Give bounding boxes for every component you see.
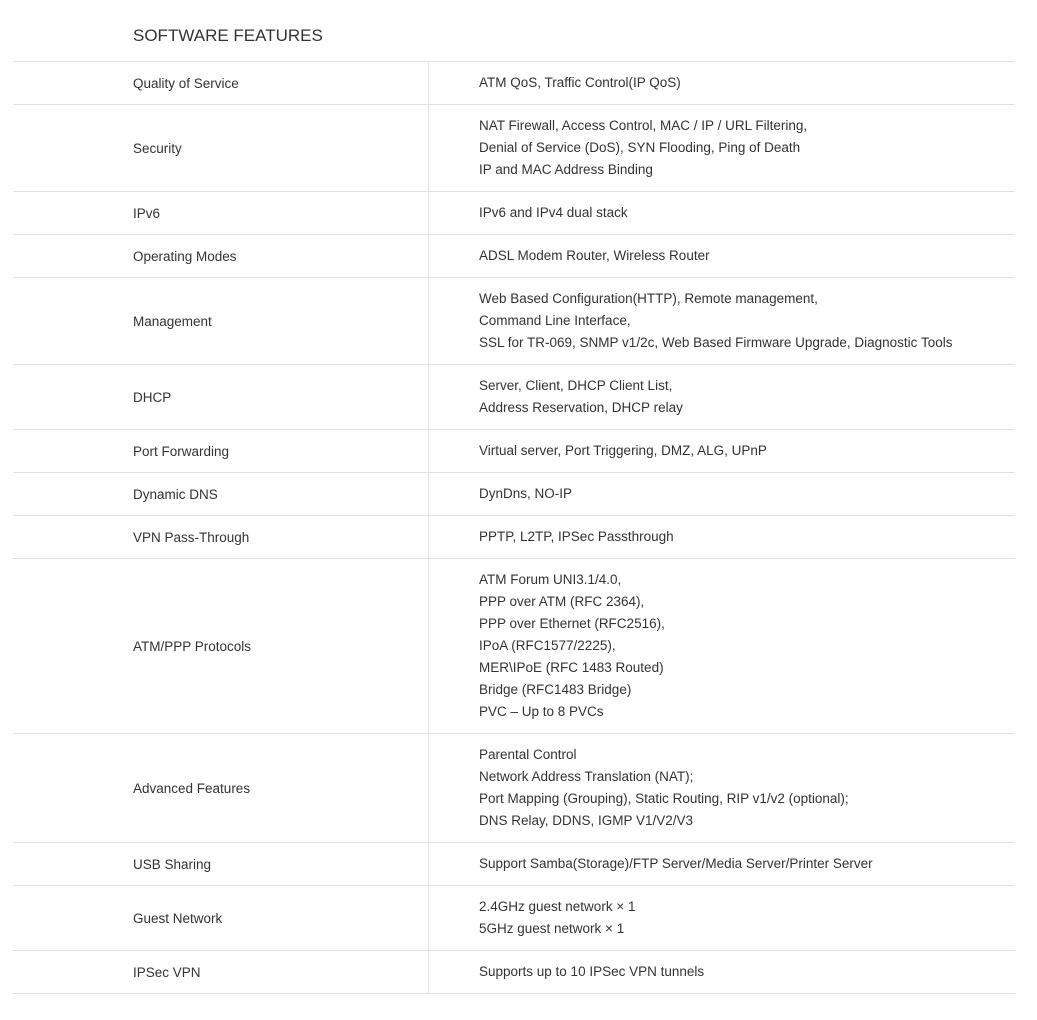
feature-label: DHCP (13, 365, 429, 429)
feature-value (429, 105, 1015, 191)
feature-label: Security (13, 105, 429, 191)
feature-value-line: Supports up to 10 IPSec VPN tunnels (479, 964, 705, 979)
feature-value-line: Virtual server, Port Triggering, DMZ, ALG, UPnP (479, 443, 767, 458)
feature-label: Management (13, 278, 429, 364)
table-row (13, 430, 1015, 473)
feature-value (429, 192, 1015, 234)
feature-value (429, 516, 1015, 558)
feature-value-line: NAT Firewall, Access Control, MAC / IP / URL Filtering, (479, 118, 808, 133)
feature-value-line: IPv6 and IPv4 dual stack (479, 205, 628, 220)
feature-label: USB Sharing (13, 843, 429, 885)
feature-value-line: ADSL Modem Router, Wireless Router (479, 248, 710, 263)
table-row (13, 559, 1015, 734)
feature-value (429, 734, 1015, 842)
feature-value-line: PPP over ATM (RFC 2364), (479, 594, 645, 609)
feature-value-line: MER\IPoE (RFC 1483 Routed) (479, 660, 664, 675)
table-row (13, 365, 1015, 430)
feature-label: Quality of Service (13, 62, 429, 104)
feature-label: Guest Network (13, 886, 429, 950)
feature-value-line: Denial of Service (DoS), SYN Flooding, Ping of Death (479, 140, 801, 155)
feature-value-line: Address Reservation, DHCP relay (479, 400, 683, 415)
feature-label: IPSec VPN (13, 951, 429, 993)
feature-value (429, 473, 1015, 515)
feature-value (429, 843, 1015, 885)
feature-label: ATM/PPP Protocols (13, 559, 429, 733)
feature-label: Dynamic DNS (13, 473, 429, 515)
feature-value (429, 278, 1015, 364)
table-row (13, 473, 1015, 516)
feature-value-line: ATM Forum UNI3.1/4.0, (479, 572, 622, 587)
table-row (13, 886, 1015, 951)
feature-value-line: Server, Client, DHCP Client List, (479, 378, 673, 393)
feature-value (429, 62, 1015, 104)
table-row (13, 235, 1015, 278)
software-features-table (13, 61, 1015, 994)
feature-value-line: PVC – Up to 8 PVCs (479, 704, 604, 719)
feature-value-line: Network Address Translation (NAT); (479, 769, 694, 784)
feature-value-line: DynDns, NO-IP (479, 486, 573, 501)
feature-label: Operating Modes (13, 235, 429, 277)
feature-value-line: SSL for TR-069, SNMP v1/2c, Web Based Firmware Upgrade, Diagnostic Tools (479, 335, 953, 350)
feature-value-line: PPTP, L2TP, IPSec Passthrough (479, 529, 674, 544)
table-row (13, 734, 1015, 843)
feature-value-line: Web Based Configuration(HTTP), Remote management, (479, 291, 818, 306)
feature-value (429, 951, 1015, 993)
feature-value-line: IPoA (RFC1577/2225), (479, 638, 616, 653)
table-row (13, 516, 1015, 559)
table-row (13, 843, 1015, 886)
table-row (13, 192, 1015, 235)
feature-value-line: DNS Relay, DDNS, IGMP V1/V2/V3 (479, 813, 694, 828)
feature-value (429, 430, 1015, 472)
feature-value-line: PPP over Ethernet (RFC2516), (479, 616, 665, 631)
feature-value (429, 365, 1015, 429)
table-row (13, 951, 1015, 994)
feature-value-line: IP and MAC Address Binding (479, 162, 653, 177)
feature-value-line: Command Line Interface, (479, 313, 631, 328)
feature-value (429, 559, 1015, 733)
feature-value-line: Support Samba(Storage)/FTP Server/Media Server/Printer Server (479, 856, 873, 871)
feature-label: IPv6 (13, 192, 429, 234)
feature-label: VPN Pass-Through (13, 516, 429, 558)
feature-value-line: Port Mapping (Grouping), Static Routing, RIP v1/v2 (optional); (479, 791, 849, 806)
table-row (13, 105, 1015, 192)
feature-value-line: 2.4GHz guest network × 1 (479, 899, 636, 914)
table-row (13, 278, 1015, 365)
feature-value-line: 5GHz guest network × 1 (479, 921, 625, 936)
feature-label: Advanced Features (13, 734, 429, 842)
feature-value (429, 235, 1015, 277)
feature-value (429, 886, 1015, 950)
section-title: SOFTWARE FEATURES (133, 26, 323, 45)
table-row (13, 62, 1015, 105)
feature-label: Port Forwarding (13, 430, 429, 472)
feature-value-line: Parental Control (479, 747, 577, 762)
feature-value-line: ATM QoS, Traffic Control(IP QoS) (479, 75, 681, 90)
feature-value-line: Bridge (RFC1483 Bridge) (479, 682, 632, 697)
